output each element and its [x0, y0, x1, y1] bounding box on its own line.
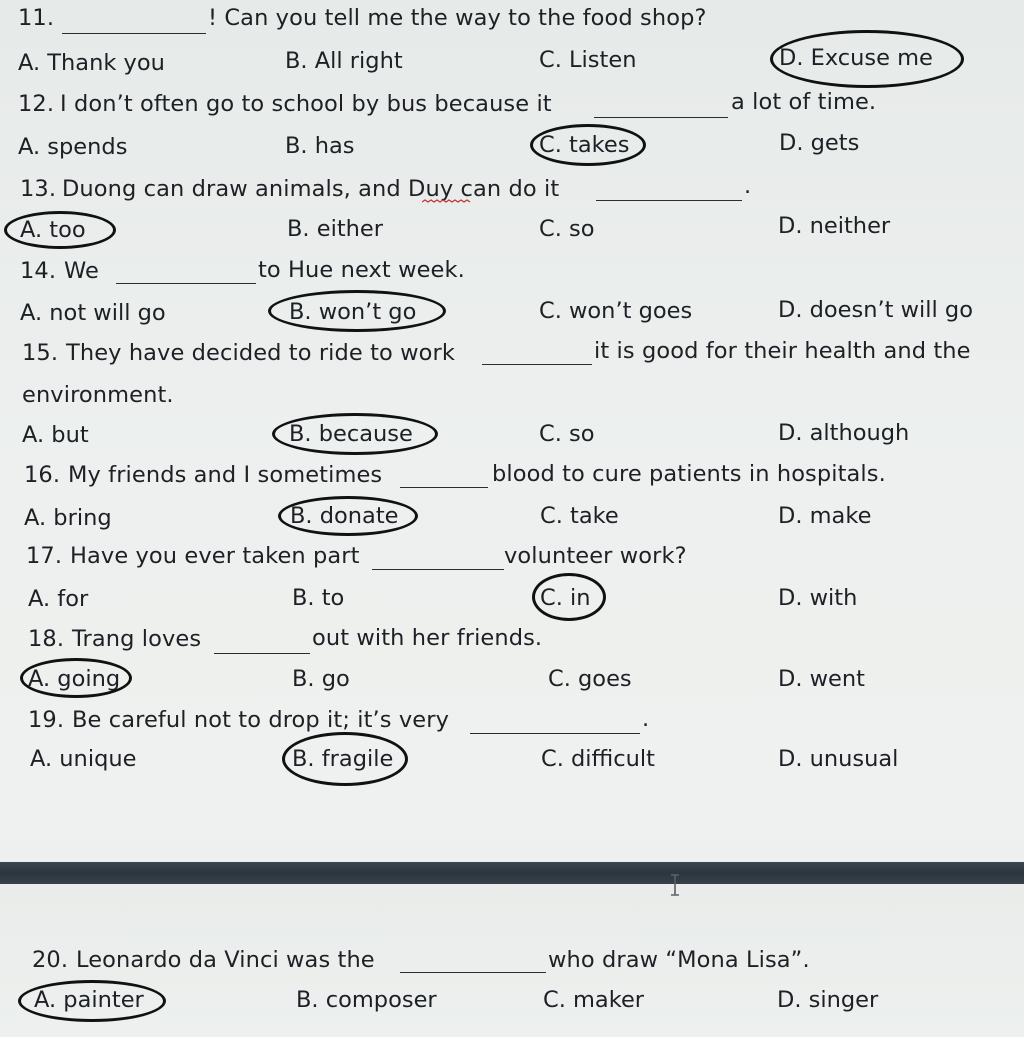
question-13-option-a[interactable]: A. too [20, 217, 86, 243]
question-14-option-d[interactable]: D. doesn’t will go [778, 297, 973, 323]
question-17-option-a[interactable]: A. for [28, 586, 89, 612]
question-16-option-d[interactable]: D. make [778, 503, 872, 529]
question-20-option-c[interactable]: C. maker [543, 987, 645, 1013]
question-19-text-before: Be careful not to drop it; it’s very [72, 707, 449, 733]
question-13-blank [596, 200, 742, 201]
question-16-option-c[interactable]: C. take [540, 503, 619, 529]
question-18-option-d[interactable]: D. went [778, 666, 865, 692]
spellcheck-underline [422, 199, 472, 204]
question-16-option-b[interactable]: B. donate [290, 503, 399, 529]
question-19-option-c[interactable]: C. difficult [541, 746, 656, 772]
question-12-option-c[interactable]: C. takes [539, 132, 630, 158]
question-17-option-c[interactable]: C. in [540, 585, 591, 611]
question-16-text-after: blood to cure patients in hospitals. [492, 461, 886, 487]
question-16-number: 16. [24, 462, 61, 488]
question-14-text-after: to Hue next week. [258, 257, 465, 283]
question-20-text-before: Leonardo da Vinci was the [76, 947, 375, 973]
question-14-blank [116, 283, 256, 284]
question-19-text-after: . [642, 706, 650, 732]
question-17-text-before: Have you ever taken part [70, 543, 360, 569]
question-11-number: 11. [18, 5, 55, 31]
question-11-option-a[interactable]: A. Thank you [18, 50, 165, 76]
question-11-option-c[interactable]: C. Listen [539, 47, 637, 73]
question-11-option-d[interactable]: D. Excuse me [779, 45, 933, 71]
question-18-text-after: out with her friends. [312, 625, 543, 651]
question-14-option-a[interactable]: A. not will go [20, 300, 166, 326]
question-14-option-b[interactable]: B. won’t go [289, 299, 417, 325]
question-19-blank [470, 733, 640, 734]
question-19-number: 19. [28, 707, 65, 733]
question-12-option-d[interactable]: D. gets [779, 130, 860, 156]
question-15-blank [482, 364, 592, 365]
question-13-option-c[interactable]: C. so [539, 216, 595, 242]
question-15-continuation: environment. [22, 382, 174, 408]
question-11-option-b[interactable]: B. All right [285, 48, 403, 74]
question-11-blank [62, 33, 206, 34]
question-12-option-b[interactable]: B. has [285, 133, 355, 159]
question-20-text-after: who draw “Mona Lisa”. [548, 947, 810, 973]
question-16-option-a[interactable]: A. bring [24, 505, 112, 531]
question-20-blank [400, 972, 546, 973]
question-15-option-b[interactable]: B. because [289, 421, 413, 447]
question-17-number: 17. [26, 543, 63, 569]
question-15-option-a[interactable]: A. but [22, 422, 89, 448]
question-17-blank [372, 569, 504, 570]
question-17-text-after: volunteer work? [504, 543, 687, 569]
question-19-option-d[interactable]: D. unusual [778, 746, 899, 772]
question-18-text-before: Trang loves [72, 626, 202, 652]
page-divider-bar [0, 862, 1024, 884]
question-15-option-c[interactable]: C. so [539, 421, 595, 447]
question-14-text-before: We [64, 258, 99, 284]
question-19-option-a[interactable]: A. unique [30, 746, 137, 772]
question-20-number: 20. [32, 947, 69, 973]
question-16-blank [400, 487, 488, 488]
question-15-text-after: it is good for their health and the [594, 338, 971, 364]
question-11-text-after: ! Can you tell me the way to the food shop? [208, 5, 707, 31]
question-13-text-before: Duong can draw animals, and Duy can do it [62, 176, 560, 202]
question-17-option-b[interactable]: B. to [292, 585, 345, 611]
question-17-option-d[interactable]: D. with [778, 585, 858, 611]
question-14-option-c[interactable]: C. won’t goes [539, 298, 693, 324]
question-15-option-d[interactable]: D. although [778, 420, 910, 446]
question-18-blank [214, 653, 310, 654]
question-20-option-b[interactable]: B. composer [296, 987, 437, 1013]
text-cursor-icon [668, 874, 682, 896]
question-19-option-b[interactable]: B. fragile [292, 746, 394, 772]
question-13-option-d[interactable]: D. neither [778, 213, 891, 239]
question-14-number: 14. [20, 258, 57, 284]
question-12-text-before: I don’t often go to school by bus because it [60, 91, 552, 117]
question-20-option-d[interactable]: D. singer [777, 987, 879, 1013]
question-18-number: 18. [28, 626, 65, 652]
question-13-text-after: . [744, 173, 752, 199]
question-12-option-a[interactable]: A. spends [18, 134, 128, 160]
question-13-option-b[interactable]: B. either [287, 216, 384, 242]
question-18-option-b[interactable]: B. go [292, 666, 350, 692]
question-12-text-after: a lot of time. [731, 89, 877, 115]
question-15-text-before: They have decided to ride to work [66, 340, 455, 366]
question-16-text-before: My friends and I sometimes [68, 462, 383, 488]
question-20-option-a[interactable]: A. painter [34, 987, 144, 1013]
question-13-number: 13. [20, 176, 57, 202]
question-12-number: 12. [18, 91, 55, 117]
question-12-blank [594, 117, 728, 118]
question-18-option-c[interactable]: C. goes [548, 666, 632, 692]
question-15-number: 15. [22, 340, 59, 366]
question-18-option-a[interactable]: A. going [28, 666, 121, 692]
